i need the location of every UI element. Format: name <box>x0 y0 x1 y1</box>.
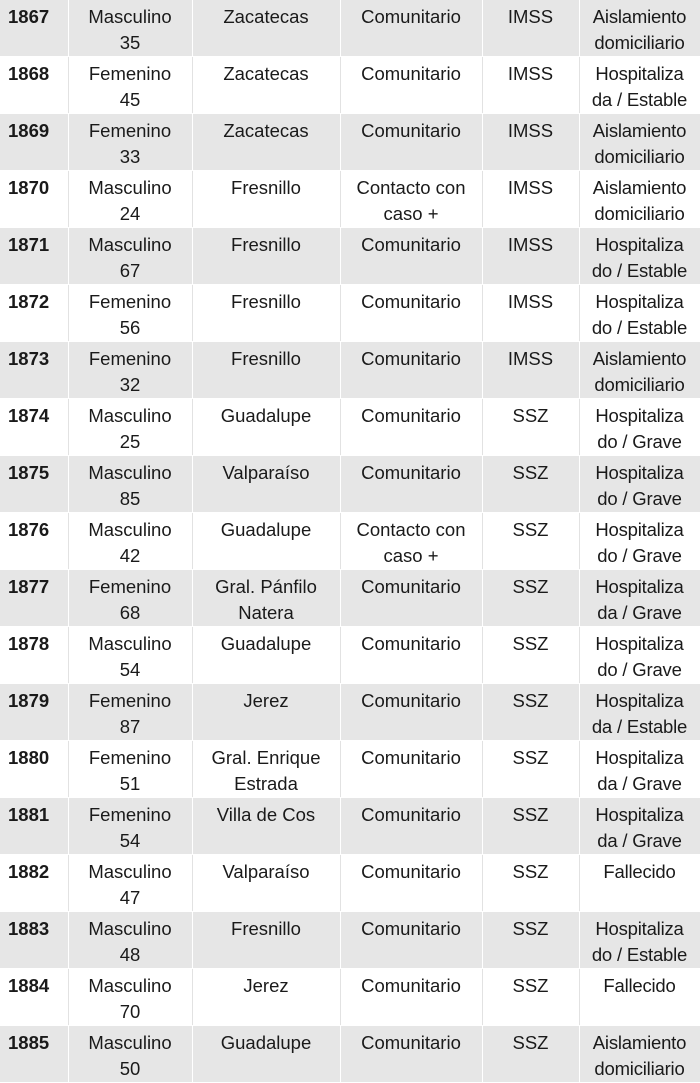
institution-cell-text: IMSS <box>507 6 554 27</box>
case-id-cell <box>0 456 68 513</box>
sex-age-cell-text: 56 <box>119 317 141 338</box>
institution-cell <box>482 57 579 114</box>
sex-age-cell-text: 85 <box>119 488 141 509</box>
transmission-type-cell-text: Comunitario <box>361 120 461 141</box>
transmission-type-cell-text: Comunitario <box>361 804 461 825</box>
status-cell-text: Fallecido <box>603 861 676 882</box>
status-cell-text: Aislamiento <box>592 1032 687 1053</box>
table-row <box>0 171 700 228</box>
sex-age-cell-text: Masculino <box>88 462 172 483</box>
table-row <box>0 456 700 513</box>
case-id-cell-text: 1867 <box>8 6 50 27</box>
sex-age-cell <box>68 513 192 570</box>
institution-cell-text: SSZ <box>512 576 549 597</box>
transmission-type-cell <box>340 228 482 285</box>
municipality-cell-text: Guadalupe <box>220 1032 312 1053</box>
institution-cell <box>482 228 579 285</box>
institution-cell-text: IMSS <box>507 120 554 141</box>
status-cell <box>579 57 700 114</box>
case-id-cell <box>0 0 68 57</box>
institution-cell-text: SSZ <box>512 405 549 426</box>
case-id-cell-text: 1873 <box>8 348 50 369</box>
sex-age-cell <box>68 171 192 228</box>
transmission-type-cell <box>340 0 482 57</box>
status-cell <box>579 798 700 855</box>
municipality-cell-text: Guadalupe <box>220 519 312 540</box>
status-cell <box>579 0 700 57</box>
case-id-cell-text: 1871 <box>8 234 50 255</box>
status-cell <box>579 285 700 342</box>
sex-age-cell <box>68 570 192 627</box>
institution-cell <box>482 969 579 1026</box>
table-row <box>0 399 700 456</box>
case-id-cell <box>0 969 68 1026</box>
sex-age-cell-text: 24 <box>119 203 141 224</box>
sex-age-cell-text: Masculino <box>88 519 172 540</box>
status-cell-text: do / Grave <box>597 431 682 452</box>
sex-age-cell <box>68 684 192 741</box>
municipality-cell-text: Valparaíso <box>222 861 310 882</box>
table-row <box>0 798 700 855</box>
transmission-type-cell-text: Comunitario <box>361 861 461 882</box>
case-id-cell <box>0 285 68 342</box>
municipality-cell-text: Gral. Enrique <box>211 747 321 768</box>
institution-cell <box>482 342 579 399</box>
status-cell-text: domiciliario <box>594 374 685 395</box>
status-cell <box>579 1026 700 1083</box>
transmission-type-cell <box>340 285 482 342</box>
sex-age-cell-text: 42 <box>119 545 141 566</box>
sex-age-cell <box>68 456 192 513</box>
municipality-cell <box>192 570 340 627</box>
sex-age-cell <box>68 114 192 171</box>
transmission-type-cell <box>340 513 482 570</box>
table-row <box>0 741 700 798</box>
sex-age-cell-text: Masculino <box>88 234 172 255</box>
transmission-type-cell <box>340 570 482 627</box>
institution-cell <box>482 855 579 912</box>
municipality-cell-text: Fresnillo <box>231 918 301 939</box>
status-cell-text: Aislamiento <box>592 120 687 141</box>
municipality-cell-text: Guadalupe <box>220 405 312 426</box>
sex-age-cell-text: Masculino <box>88 918 172 939</box>
transmission-type-cell <box>340 684 482 741</box>
transmission-type-cell-text: Comunitario <box>361 918 461 939</box>
institution-cell-text: SSZ <box>512 462 549 483</box>
institution-cell <box>482 741 579 798</box>
municipality-cell <box>192 399 340 456</box>
status-cell-text: Hospitaliza <box>595 519 684 540</box>
institution-cell-text: SSZ <box>512 519 549 540</box>
sex-age-cell-text: Masculino <box>88 1032 172 1053</box>
transmission-type-cell-text: Comunitario <box>361 747 461 768</box>
case-id-cell-text: 1878 <box>8 633 50 654</box>
case-id-cell-text: 1885 <box>8 1032 50 1053</box>
case-id-cell-text: 1877 <box>8 576 50 597</box>
institution-cell <box>482 285 579 342</box>
case-id-cell-text: 1876 <box>8 519 50 540</box>
municipality-cell <box>192 285 340 342</box>
transmission-type-cell-text: Comunitario <box>361 63 461 84</box>
municipality-cell-text: Estrada <box>234 773 298 794</box>
municipality-cell-text: Villa de Cos <box>216 804 316 825</box>
sex-age-cell-text: 54 <box>119 659 141 680</box>
table-row <box>0 1026 700 1083</box>
sex-age-cell <box>68 741 192 798</box>
sex-age-cell-text: Masculino <box>88 405 172 426</box>
status-cell-text: da / Grave <box>597 602 682 623</box>
table-row <box>0 912 700 969</box>
status-cell-text: Hospitaliza <box>595 462 684 483</box>
case-id-cell <box>0 171 68 228</box>
transmission-type-cell-text: Comunitario <box>361 405 461 426</box>
case-id-cell-text: 1874 <box>8 405 50 426</box>
transmission-type-cell <box>340 114 482 171</box>
transmission-type-cell-text: Comunitario <box>361 234 461 255</box>
status-cell <box>579 969 700 1026</box>
institution-cell <box>482 912 579 969</box>
case-id-cell <box>0 684 68 741</box>
status-cell-text: do / Grave <box>597 488 682 509</box>
status-cell-text: Hospitaliza <box>595 918 684 939</box>
sex-age-cell <box>68 627 192 684</box>
institution-cell-text: IMSS <box>507 348 554 369</box>
status-cell-text: domiciliario <box>594 32 685 53</box>
sex-age-cell-text: 51 <box>119 773 141 794</box>
status-cell <box>579 228 700 285</box>
municipality-cell <box>192 627 340 684</box>
institution-cell-text: SSZ <box>512 975 549 996</box>
sex-age-cell <box>68 1026 192 1083</box>
municipality-cell-text: Jerez <box>243 975 289 996</box>
transmission-type-cell-text: Comunitario <box>361 348 461 369</box>
case-id-cell-text: 1882 <box>8 861 50 882</box>
institution-cell-text: SSZ <box>512 690 549 711</box>
municipality-cell <box>192 171 340 228</box>
transmission-type-cell-text: Comunitario <box>361 690 461 711</box>
sex-age-cell <box>68 969 192 1026</box>
table-row <box>0 684 700 741</box>
municipality-cell <box>192 513 340 570</box>
status-cell <box>579 912 700 969</box>
sex-age-cell-text: Femenino <box>88 348 172 369</box>
institution-cell-text: SSZ <box>512 861 549 882</box>
status-cell-text: da / Estable <box>591 89 688 110</box>
status-cell-text: Hospitaliza <box>595 576 684 597</box>
table-row <box>0 627 700 684</box>
case-id-cell <box>0 570 68 627</box>
sex-age-cell-text: Femenino <box>88 804 172 825</box>
institution-cell <box>482 513 579 570</box>
sex-age-cell-text: Masculino <box>88 861 172 882</box>
table-row <box>0 969 700 1026</box>
transmission-type-cell <box>340 171 482 228</box>
table-row <box>0 114 700 171</box>
institution-cell-text: IMSS <box>507 234 554 255</box>
institution-cell <box>482 114 579 171</box>
municipality-cell <box>192 741 340 798</box>
transmission-type-cell-text: Comunitario <box>361 633 461 654</box>
sex-age-cell <box>68 285 192 342</box>
institution-cell <box>482 171 579 228</box>
transmission-type-cell <box>340 912 482 969</box>
status-cell-text: Aislamiento <box>592 348 687 369</box>
status-cell-text: domiciliario <box>594 146 685 167</box>
transmission-type-cell-text: Comunitario <box>361 462 461 483</box>
transmission-type-cell <box>340 741 482 798</box>
status-cell <box>579 855 700 912</box>
sex-age-cell <box>68 57 192 114</box>
sex-age-cell-text: Femenino <box>88 291 172 312</box>
sex-age-cell-text: 68 <box>119 602 141 623</box>
status-cell <box>579 114 700 171</box>
sex-age-cell-text: 47 <box>119 887 141 908</box>
case-id-cell-text: 1883 <box>8 918 50 939</box>
transmission-type-cell-text: Contacto con <box>356 177 466 198</box>
transmission-type-cell-text: Contacto con <box>356 519 466 540</box>
status-cell-text: Hospitaliza <box>595 804 684 825</box>
transmission-type-cell-text: Comunitario <box>361 291 461 312</box>
transmission-type-cell <box>340 855 482 912</box>
municipality-cell-text: Jerez <box>243 690 289 711</box>
case-id-cell <box>0 1026 68 1083</box>
institution-cell <box>482 399 579 456</box>
institution-cell-text: SSZ <box>512 1032 549 1053</box>
transmission-type-cell-text: Comunitario <box>361 975 461 996</box>
municipality-cell <box>192 114 340 171</box>
municipality-cell-text: Zacatecas <box>223 120 309 141</box>
municipality-cell-text: Natera <box>238 602 294 623</box>
institution-cell <box>482 570 579 627</box>
sex-age-cell <box>68 228 192 285</box>
municipality-cell-text: Fresnillo <box>231 348 301 369</box>
status-cell-text: da / Grave <box>597 773 682 794</box>
table-row <box>0 228 700 285</box>
sex-age-cell-text: Femenino <box>88 576 172 597</box>
sex-age-cell-text: 48 <box>119 944 141 965</box>
municipality-cell <box>192 228 340 285</box>
municipality-cell <box>192 456 340 513</box>
institution-cell-text: IMSS <box>507 177 554 198</box>
case-id-cell-text: 1869 <box>8 120 50 141</box>
status-cell-text: Hospitaliza <box>595 405 684 426</box>
case-id-cell <box>0 741 68 798</box>
sex-age-cell <box>68 399 192 456</box>
municipality-cell <box>192 342 340 399</box>
municipality-cell <box>192 1026 340 1083</box>
transmission-type-cell <box>340 399 482 456</box>
sex-age-cell-text: Femenino <box>88 120 172 141</box>
institution-cell <box>482 1026 579 1083</box>
case-id-cell <box>0 912 68 969</box>
municipality-cell <box>192 0 340 57</box>
municipality-cell-text: Fresnillo <box>231 291 301 312</box>
sex-age-cell-text: 33 <box>119 146 141 167</box>
status-cell <box>579 171 700 228</box>
sex-age-cell <box>68 912 192 969</box>
case-id-cell-text: 1880 <box>8 747 50 768</box>
sex-age-cell-text: 32 <box>119 374 141 395</box>
institution-cell-text: IMSS <box>507 291 554 312</box>
transmission-type-cell <box>340 342 482 399</box>
transmission-type-cell-text: caso + <box>383 545 439 566</box>
status-cell-text: do / Estable <box>591 944 688 965</box>
institution-cell <box>482 798 579 855</box>
case-id-cell-text: 1875 <box>8 462 50 483</box>
case-id-cell-text: 1879 <box>8 690 50 711</box>
sex-age-cell-text: Masculino <box>88 177 172 198</box>
municipality-cell <box>192 969 340 1026</box>
transmission-type-cell <box>340 456 482 513</box>
table-row <box>0 57 700 114</box>
status-cell-text: Hospitaliza <box>595 690 684 711</box>
sex-age-cell-text: 35 <box>119 32 141 53</box>
status-cell <box>579 342 700 399</box>
case-id-cell <box>0 627 68 684</box>
status-cell-text: Hospitaliza <box>595 234 684 255</box>
case-id-cell-text: 1870 <box>8 177 50 198</box>
transmission-type-cell <box>340 627 482 684</box>
municipality-cell-text: Zacatecas <box>223 63 309 84</box>
table-row <box>0 855 700 912</box>
municipality-cell <box>192 912 340 969</box>
sex-age-cell-text: 25 <box>119 431 141 452</box>
status-cell-text: Aislamiento <box>592 177 687 198</box>
table-row <box>0 570 700 627</box>
status-cell <box>579 684 700 741</box>
municipality-cell-text: Fresnillo <box>231 234 301 255</box>
sex-age-cell-text: Femenino <box>88 690 172 711</box>
transmission-type-cell <box>340 798 482 855</box>
sex-age-cell-text: 50 <box>119 1058 141 1079</box>
municipality-cell-text: Zacatecas <box>223 6 309 27</box>
municipality-cell-text: Guadalupe <box>220 633 312 654</box>
municipality-cell <box>192 855 340 912</box>
status-cell <box>579 399 700 456</box>
transmission-type-cell <box>340 57 482 114</box>
institution-cell <box>482 456 579 513</box>
status-cell-text: domiciliario <box>594 203 685 224</box>
transmission-type-cell-text: Comunitario <box>361 6 461 27</box>
sex-age-cell <box>68 855 192 912</box>
status-cell-text: domiciliario <box>594 1058 685 1079</box>
case-id-cell <box>0 228 68 285</box>
sex-age-cell-text: 87 <box>119 716 141 737</box>
institution-cell-text: SSZ <box>512 633 549 654</box>
sex-age-cell-text: Masculino <box>88 975 172 996</box>
institution-cell <box>482 627 579 684</box>
table-row <box>0 513 700 570</box>
municipality-cell <box>192 684 340 741</box>
transmission-type-cell <box>340 1026 482 1083</box>
sex-age-cell-text: 54 <box>119 830 141 851</box>
institution-cell-text: SSZ <box>512 804 549 825</box>
institution-cell-text: SSZ <box>512 747 549 768</box>
case-id-cell <box>0 798 68 855</box>
transmission-type-cell <box>340 969 482 1026</box>
status-cell-text: do / Grave <box>597 659 682 680</box>
case-id-cell <box>0 342 68 399</box>
institution-cell <box>482 684 579 741</box>
status-cell-text: Hospitaliza <box>595 747 684 768</box>
status-cell <box>579 456 700 513</box>
status-cell-text: da / Grave <box>597 830 682 851</box>
transmission-type-cell-text: Comunitario <box>361 1032 461 1053</box>
status-cell-text: do / Estable <box>591 260 688 281</box>
status-cell-text: Fallecido <box>603 975 676 996</box>
municipality-cell-text: Gral. Pánfilo <box>215 576 317 597</box>
case-id-cell <box>0 855 68 912</box>
municipality-cell-text: Valparaíso <box>222 462 310 483</box>
case-id-cell <box>0 114 68 171</box>
table-row <box>0 285 700 342</box>
status-cell-text: Hospitaliza <box>595 291 684 312</box>
status-cell <box>579 627 700 684</box>
sex-age-cell <box>68 0 192 57</box>
status-cell-text: Aislamiento <box>592 6 687 27</box>
sex-age-cell-text: Femenino <box>88 747 172 768</box>
municipality-cell <box>192 57 340 114</box>
sex-age-cell-text: 45 <box>119 89 141 110</box>
status-cell-text: Hospitaliza <box>595 63 684 84</box>
case-id-cell <box>0 57 68 114</box>
case-id-cell <box>0 399 68 456</box>
status-cell-text: Hospitaliza <box>595 633 684 654</box>
status-cell <box>579 513 700 570</box>
table-row <box>0 0 700 57</box>
sex-age-cell-text: Masculino <box>88 6 172 27</box>
case-id-cell-text: 1868 <box>8 63 50 84</box>
sex-age-cell-text: Masculino <box>88 633 172 654</box>
case-id-cell-text: 1881 <box>8 804 50 825</box>
case-id-cell <box>0 513 68 570</box>
status-cell <box>579 741 700 798</box>
sex-age-cell <box>68 342 192 399</box>
sex-age-cell-text: 67 <box>119 260 141 281</box>
status-cell <box>579 570 700 627</box>
sex-age-cell-text: 70 <box>119 1001 141 1022</box>
institution-cell <box>482 0 579 57</box>
transmission-type-cell-text: Comunitario <box>361 576 461 597</box>
status-cell-text: do / Grave <box>597 545 682 566</box>
case-id-cell-text: 1884 <box>8 975 50 996</box>
case-id-cell-text: 1872 <box>8 291 50 312</box>
institution-cell-text: SSZ <box>512 918 549 939</box>
municipality-cell <box>192 798 340 855</box>
status-cell-text: do / Estable <box>591 317 688 338</box>
institution-cell-text: IMSS <box>507 63 554 84</box>
table-row <box>0 342 700 399</box>
sex-age-cell-text: Femenino <box>88 63 172 84</box>
sex-age-cell <box>68 798 192 855</box>
status-cell-text: da / Estable <box>591 716 688 737</box>
municipality-cell-text: Fresnillo <box>231 177 301 198</box>
transmission-type-cell-text: caso + <box>383 203 439 224</box>
